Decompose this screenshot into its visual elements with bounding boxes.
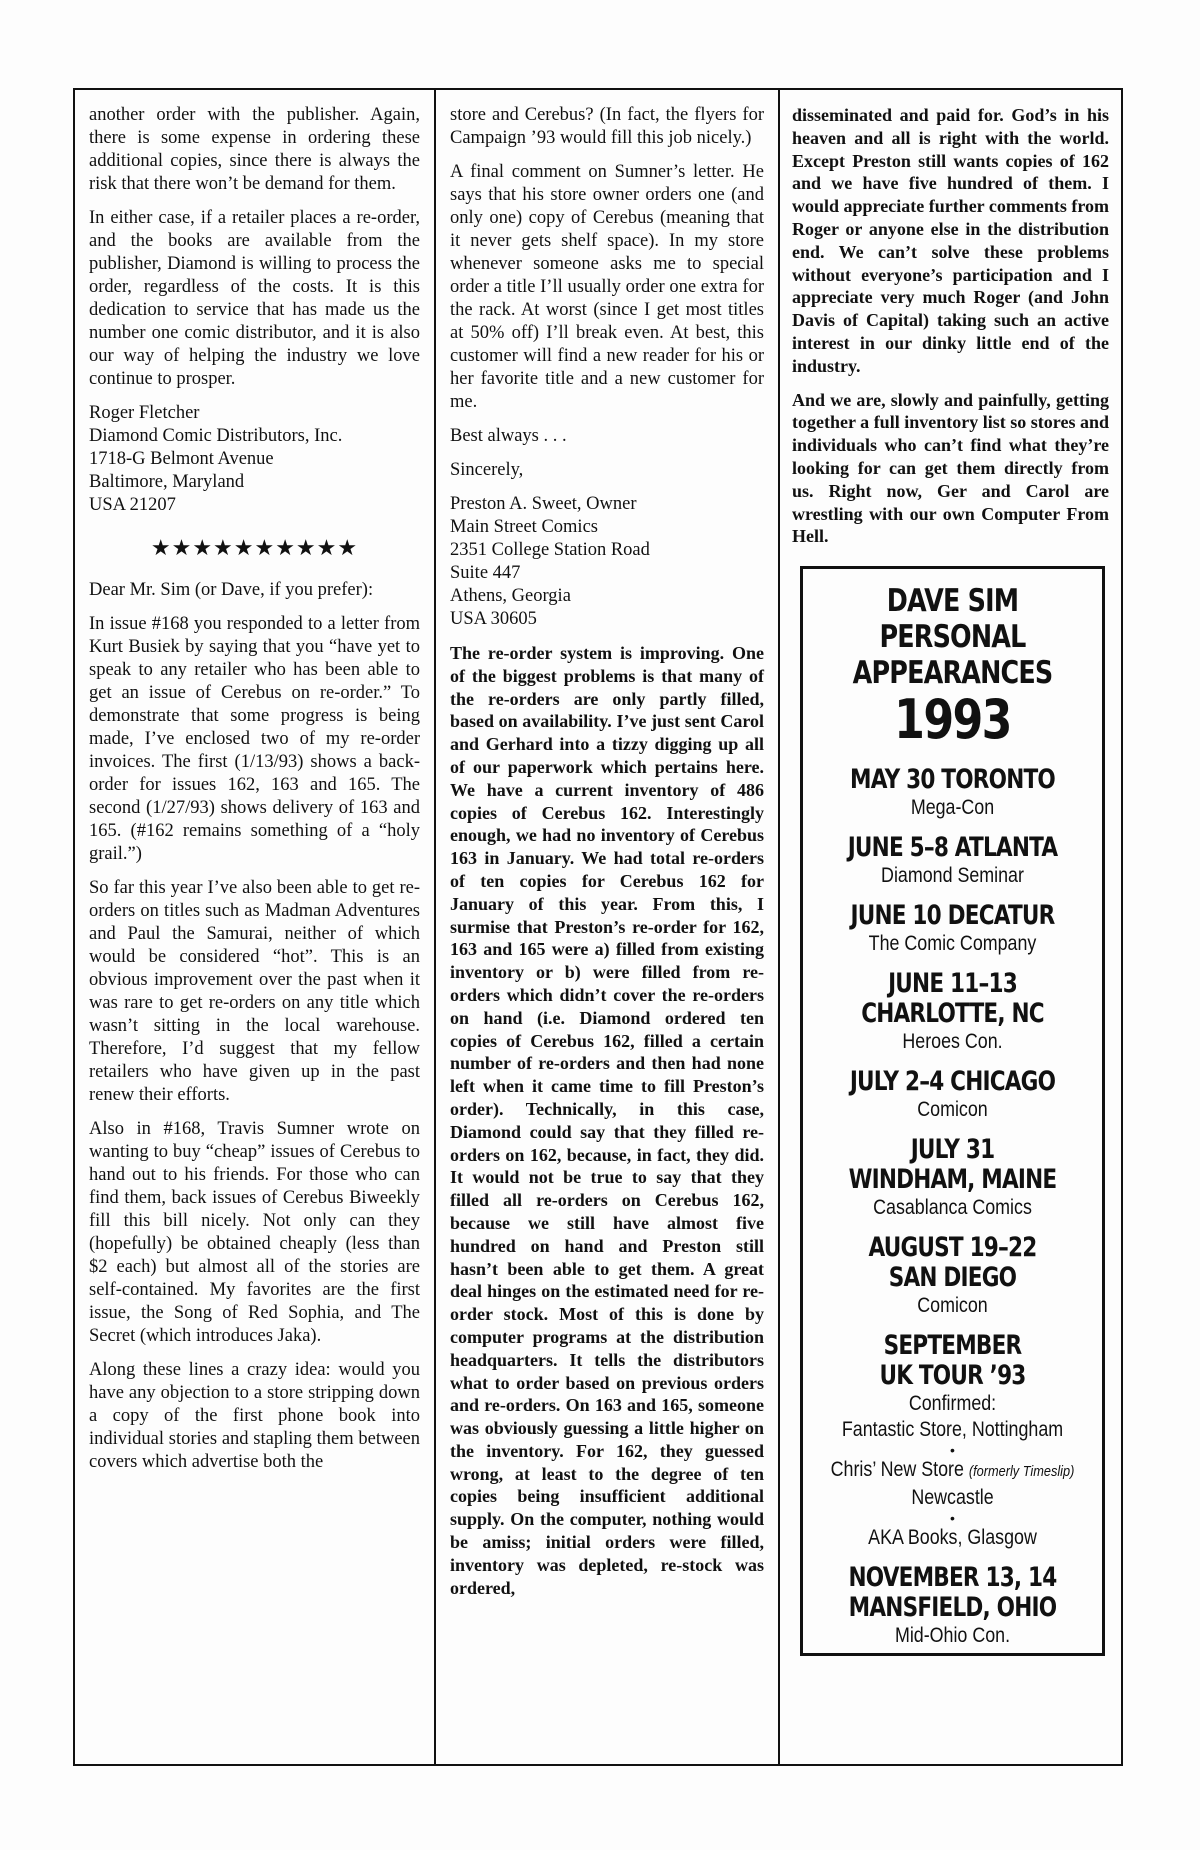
sig-line: Baltimore, Maryland: [89, 472, 245, 492]
event-head: SAN DIEGO: [888, 1262, 1017, 1294]
paragraph: So far this year I’ve also been able to get re-orders on titles such as Madman Adventures and Paul the Samurai, neither of which would be considered “hot”. This is an obvious improvement over the past when it was rare to get re-orders on any title which wasn’t sitting in the local warehouse. Therefore, I’d suggest that my fellow retailers who have given up in the past renew their efforts.: [89, 878, 420, 1105]
event-head: UK TOUR ’93: [879, 1360, 1026, 1392]
event-head: JULY 31: [910, 1134, 995, 1166]
event-venue: The Comic Company: [868, 932, 1037, 956]
event: [803, 1067, 1102, 1123]
closing: Sincerely,: [450, 460, 524, 480]
column-3: [780, 90, 1121, 1764]
closing: Best always . . .: [450, 426, 567, 446]
paragraph: In issue #168 you responded to a letter from Kurt Busiek by saying that you “have yet to speak to any retailer who has been able to get an issue of Cerebus on re-order.” To demonstrate that some progress is being made, I’ve enclosed two of my re-order invoices. The first (1/13/93) shows a back-order for issues 162, 163 and 165. The second (1/27/93) shows delivery of 163 and 165. (#162 remains something of a “holy grail.”): [89, 614, 420, 864]
event-head: JUNE 10 DECATUR: [850, 900, 1055, 932]
sig-line: Roger Fletcher: [89, 403, 200, 423]
event-head: SEPTEMBER: [883, 1330, 1022, 1362]
box-title: DAVE SIM PERSONAL: [879, 583, 1026, 656]
paragraph: store and Cerebus? (In fact, the flyers for Campaign ’93 would fill this job nicely.): [450, 105, 764, 148]
sig-line: USA 30605: [450, 609, 537, 629]
salutation: Dear Mr. Sim (or Dave, if you prefer):: [89, 580, 374, 600]
paragraph: Also in #168, Travis Sumner wrote on wanting to buy “cheap” issues of Cerebus to hand out to his friends. For those who can find them, back issues of Cerebus Biweekly fill this bill nicely. Not only can they (hopefully) be obtained cheaply (less than $2 each) but almost all of the stories are self-contained. My favorites are the first issue, the Song of Red Sophia, and The Secret (which introduces Jaka).: [89, 1119, 420, 1346]
event: [803, 765, 1102, 821]
bullet: •: [950, 1442, 955, 1459]
star-divider: ★★★★★★★★★★: [150, 535, 359, 560]
event-head: CHARLOTTE, NC: [861, 998, 1044, 1030]
event: [803, 969, 1102, 1055]
store-note: (formerly Timeslip): [968, 1463, 1075, 1481]
event-head: NOVEMBER 13, 14: [848, 1562, 1057, 1594]
event: [803, 1563, 1102, 1649]
event-head: JUNE 5–8 ATLANTA: [847, 832, 1058, 864]
paragraph: another order with the publisher. Again, there is some expense in ordering these additional copies, since there is always the risk that there won’t be demand for them.: [89, 105, 420, 194]
sig-line: Preston A. Sweet, Owner: [450, 494, 637, 514]
event: [803, 833, 1102, 889]
appearances-box: [800, 566, 1105, 1656]
sig-line: USA 21207: [89, 495, 176, 515]
event-venue: Diamond Seminar: [881, 864, 1024, 888]
event-head: JULY 2–4 CHICAGO: [849, 1066, 1056, 1098]
signature-block-sweet: [450, 493, 764, 631]
sig-line: Athens, Georgia: [450, 586, 571, 606]
event-venue: Casablanca Comics: [873, 1196, 1032, 1220]
bullet: •: [950, 1510, 955, 1527]
event-venue: [825, 1457, 1079, 1485]
sig-line: Main Street Comics: [450, 517, 598, 537]
paragraph: Along these lines a crazy idea: would you have any objection to a store stripping down a copy of the first phone book into individual stories and stapling them between covers which advertise both the: [89, 1360, 420, 1472]
event-venue: Heroes Con.: [902, 1030, 1003, 1054]
event-uk-tour: [803, 1331, 1102, 1551]
event: [803, 901, 1102, 957]
event-head: JUNE 11–13: [888, 968, 1017, 1000]
signature-block-fletcher: [89, 402, 420, 517]
sig-line: Suite 447: [450, 563, 521, 583]
column-1: [75, 90, 436, 1764]
box-title: APPEARANCES: [852, 655, 1053, 692]
event-venue: Fantastic Store, Nottingham: [841, 1418, 1064, 1442]
sig-line: 1718-G Belmont Avenue: [89, 449, 274, 469]
store-name: Chris’ New Store: [830, 1458, 964, 1482]
event-head: MAY 30 TORONTO: [850, 764, 1055, 796]
event-head: MANSFIELD, OHIO: [848, 1592, 1057, 1624]
event-head: AUGUST 19–22: [868, 1232, 1037, 1264]
letters-page: [73, 88, 1123, 1766]
sig-line: 2351 College Station Road: [450, 540, 650, 560]
event: [803, 1135, 1102, 1221]
event-venue: Comicon: [917, 1294, 988, 1318]
box-year: 1993: [894, 688, 1011, 752]
event-head: WINDHAM, MAINE: [848, 1164, 1057, 1196]
event-venue: Comicon: [917, 1098, 988, 1122]
event-venue: Newcastle: [911, 1486, 994, 1510]
paragraph: In either case, if a retailer places a re-order, and the books are available from the publisher, Diamond is willing to process the order, regardless of the costs. It is this dedication to service that has made us the number one comic distributor, and it is also our way of helping the industry we love continue to prosper.: [89, 208, 420, 389]
sig-line: Diamond Comic Distributors, Inc.: [89, 426, 343, 446]
editor-reply-cont: disseminated and paid for. God’s in his heaven and all is right with the world. Except Preston still wants copies of 162 and we have five hundred of them. I would appreciate further comments from Roger or anyone else in the distribution end. We can’t solve these problems without everyone’s participation and I appreciate very much Roger (and John Davis of Capital) taking such an active interest in our dinky little end of the industry.: [792, 105, 1109, 376]
event: [803, 1233, 1102, 1319]
paragraph: A final comment on Sumner’s letter. He says that his store owner orders one (and only one) copy of Cerebus (meaning that it never gets shelf space). In my store whenever someone asks me to special order a title I’ll usually order one extra for the rack. At worst (since I get most titles at 50% off) I’ll break even. At best, this customer will find a new reader for his or her favorite title and a new customer for me.: [450, 162, 764, 412]
event-venue: Confirmed:: [908, 1392, 997, 1416]
editor-reply-cont: And we are, slowly and painfully, getting together a full inventory list so stores and individuals who can’t find what they’re looking for can get them directly from us. Right now, Ger and Carol are wrestling with our own Computer From Hell.: [792, 389, 1109, 547]
event-venue: Mid-Ohio Con.: [894, 1624, 1011, 1648]
event-venue: AKA Books, Glasgow: [868, 1526, 1037, 1550]
column-2: [436, 90, 780, 1764]
editor-reply: The re-order system is improving. One of the biggest problems is that many of the re-orders are only partly filled, based on availability. I’ve just sent Carol and Gerhard into a tizzy digging up all of our paperwork which pertains here. We have a current inventory of 486 copies of Cerebus 162. Interestingly enough, we had no inventory of Cerebus 163 in January. We had total re-orders of ten copies for Cerebus 162 for January of this year. From this, I surmise that Preston’s re-order for 162, 163 and 165 were a) filled from existing inventory or b) were filled from re-orders which didn’t cover the re-orders on hand (i.e. Diamond ordered ten copies of Cerebus 162, filled a certain number of re-orders and then had none left when it came time to fill Preston’s order). Technically, in this case, Diamond could say that they filled re-orders on 162, because, in fact, they did. It would not be true to say that they filled all re-orders on Cerebus 162, because we still have almost five hundred on hand and Preston still hasn’t been able to get them. A great deal hinges on the estimated need for re-order stock. Most of this is done by computer programs at the distribution headquarters. It tells the distributors what to order based on previous orders and re-orders. On 163 and 165, someone was obviously guessing a little higher on the inventory. For 162, they guessed wrong, at least to the degree of ten copies being insufficient additional supply. On the computer, nothing would be amiss; initial orders were filled, inventory was depleted, re-stock was ordered,: [450, 643, 764, 1598]
event-venue: Mega-Con: [910, 796, 995, 820]
